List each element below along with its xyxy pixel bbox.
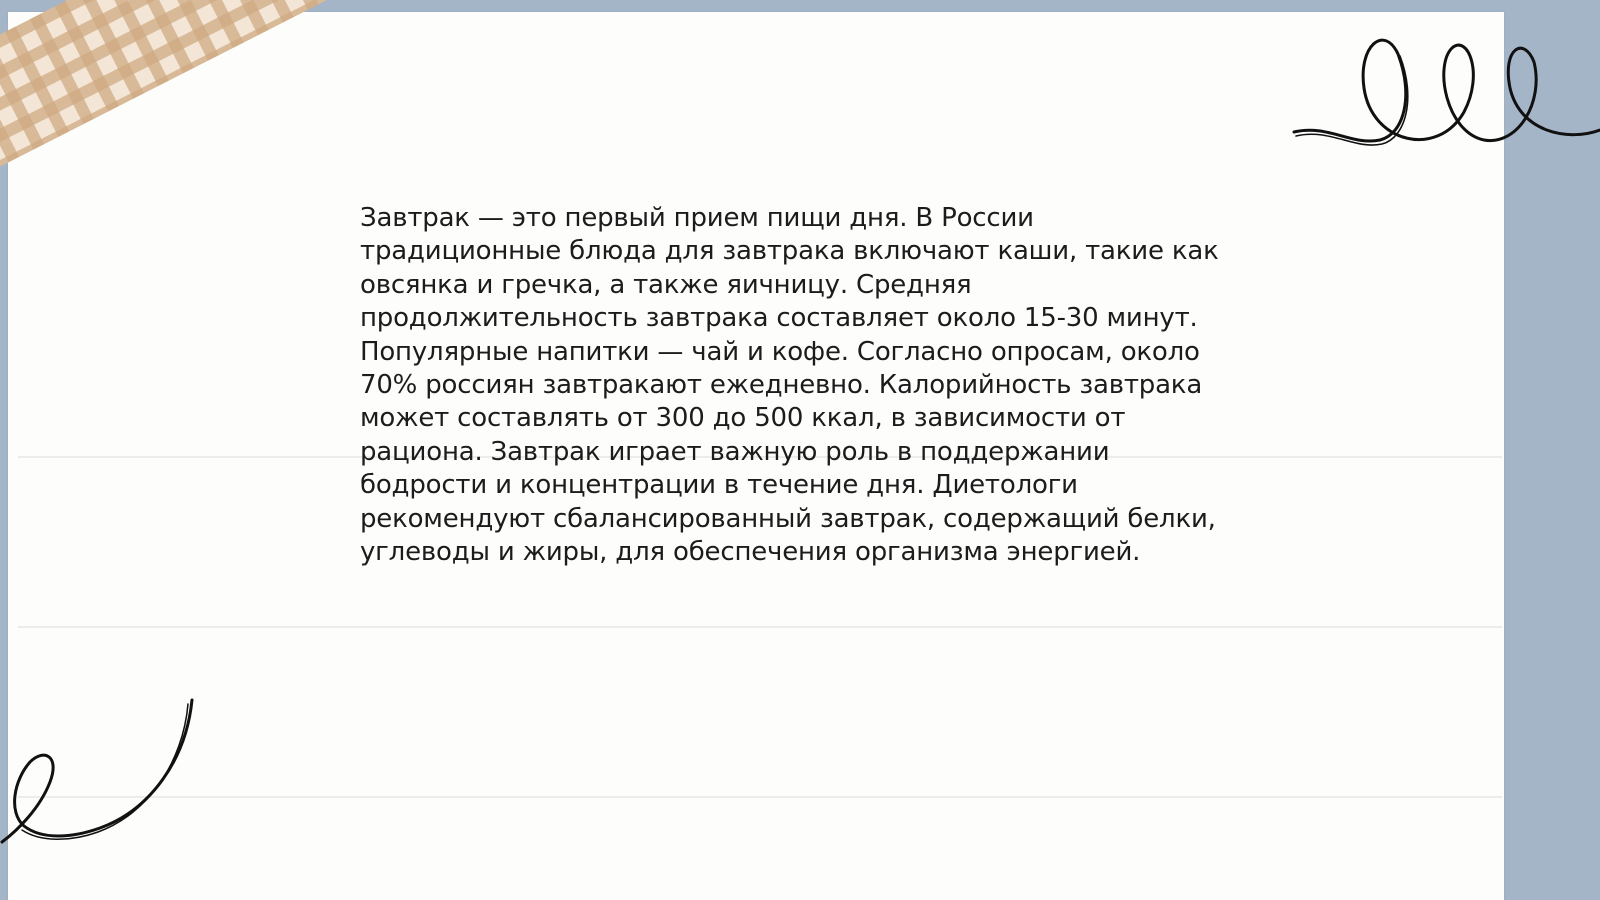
body-line: Популярные напитки — чай и кофе. Согласно опросам, около <box>360 336 1200 367</box>
swirl-doodle <box>0 690 210 850</box>
paper-rule-line <box>18 796 1502 798</box>
body-line: Завтрак — это первый прием пищи дня. В России <box>360 203 1034 233</box>
body-line: рациона. Завтрак играет важную роль в поддержании <box>360 436 1110 467</box>
body-line: бодрости и концентрации в течение дня. Диетологи <box>360 470 1078 501</box>
loops-doodle <box>1288 28 1600 166</box>
body-line: традиционные блюда для завтрака включают каши, такие как <box>360 236 1219 267</box>
body-paragraph <box>360 202 1240 569</box>
body-line: 70% россиян завтракают ежедневно. Калорийность завтрака <box>360 370 1203 401</box>
paper-rule-line <box>18 626 1502 628</box>
body-line: рекомендуют сбалансированный завтрак, содержащий белки, <box>360 503 1216 534</box>
body-line: овсянка и гречка, а также яичницу. Средняя <box>360 269 972 300</box>
body-line: продолжительность завтрака составляет около 15-30 минут. <box>360 303 1198 334</box>
body-line: углеводы и жиры, для обеспечения организма энергией. <box>360 537 1141 568</box>
body-line: может составлять от 300 до 500 ккал, в зависимости от <box>360 403 1126 434</box>
